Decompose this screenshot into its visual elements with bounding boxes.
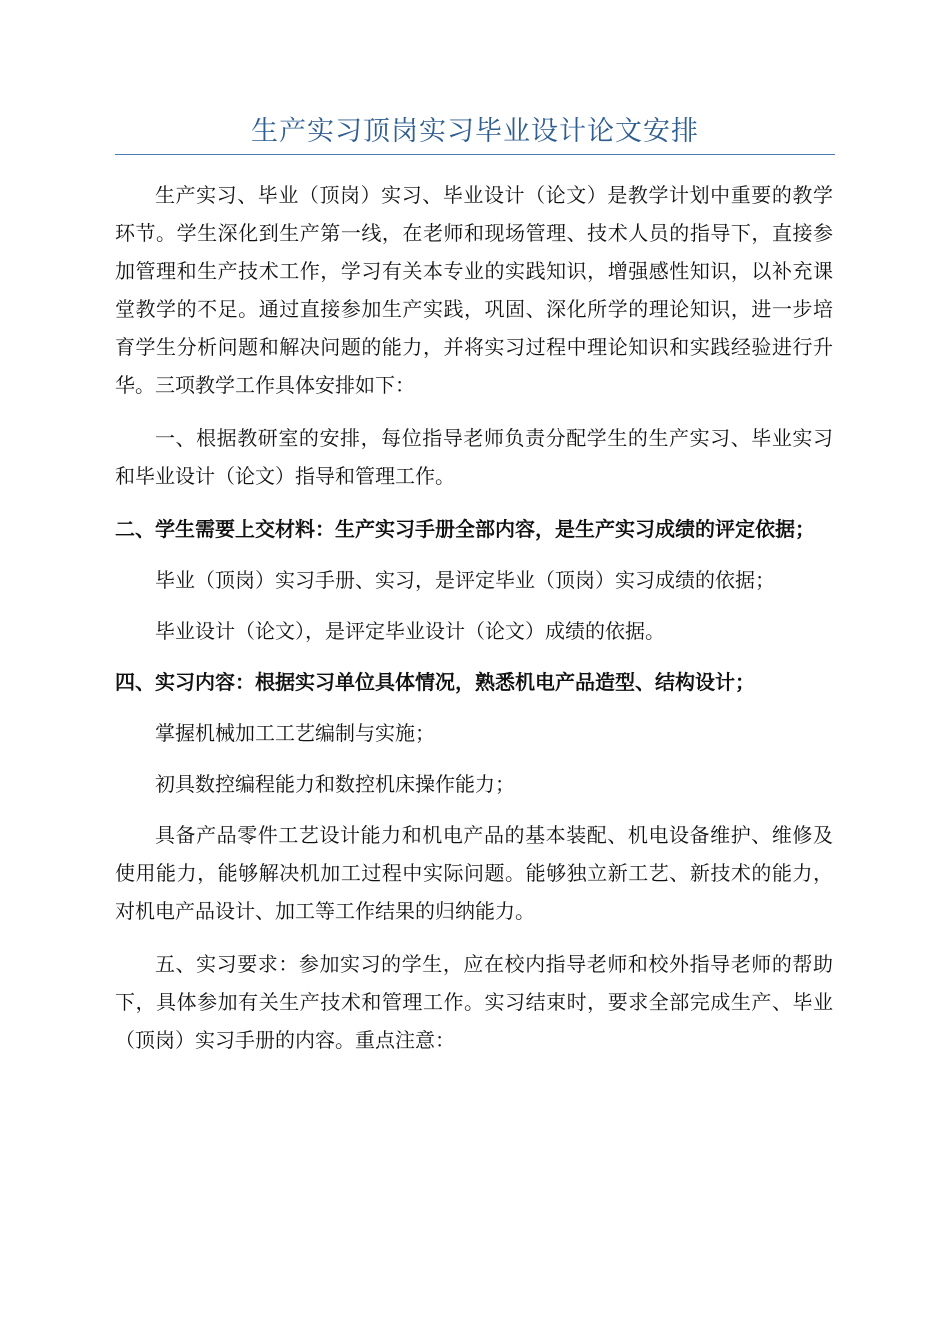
paragraph-intro: 生产实习、毕业（顶岗）实习、毕业设计（论文）是教学计划中重要的教学环节。学生深化到生产第一线，在老师和现场管理、技术人员的指导下，直接参加管理和生产技术工作，学习有关本专业的实践知识，增强感性知识，以补充课堂教学的不足。通过直接参加生产实践，巩固、深化所学的理论知识，进一步培育学生分析问题和解决问题的能力，并将实习过程中理论知识和实践经验进行升华。三项教学工作具体安排如下： [115,183,833,397]
title-underline [115,154,835,155]
paragraph-internship-handbook: 毕业（顶岗）实习手册、实习，是评定毕业（顶岗）实习成绩的依据； [155,568,775,592]
paragraph-graduation-thesis: 毕业设计（论文），是评定毕业设计（论文）成绩的依据。 [155,619,665,643]
document-title: 生产实习顶岗实习毕业设计论文安排 [251,116,699,147]
paragraph-section-5: 五、实习要求：参加实习的学生，应在校内指导老师和校外指导老师的帮助下，具体参加有关生产技术和管理工作。实习结束时，要求全部完成生产、毕业（顶岗）实习手册的内容。重点注意： [115,952,833,1052]
document-body [115,176,833,1059]
heading-section-4: 四、实习内容：根据实习单位具体情况，熟悉机电产品造型、结构设计； [115,670,755,694]
paragraph-section-1: 一、根据教研室的安排，每位指导老师负责分配学生的生产实习、毕业实习和毕业设计（论文）指导和管理工作。 [115,426,833,488]
heading-section-2: 二、学生需要上交材料：生产实习手册全部内容，是生产实习成绩的评定依据； [115,517,815,541]
paragraph-design-ability: 具备产品零件工艺设计能力和机电产品的基本装配、机电设备维护、维修及使用能力，能够解决机加工过程中实际问题。能够独立新工艺、新技术的能力，对机电产品设计、加工等工作结果的归纳能力。 [115,823,833,923]
paragraph-machining-process: 掌握机械加工工艺编制与实施； [155,721,435,745]
paragraph-cnc-ability: 初具数控编程能力和数控机床操作能力； [155,772,515,796]
